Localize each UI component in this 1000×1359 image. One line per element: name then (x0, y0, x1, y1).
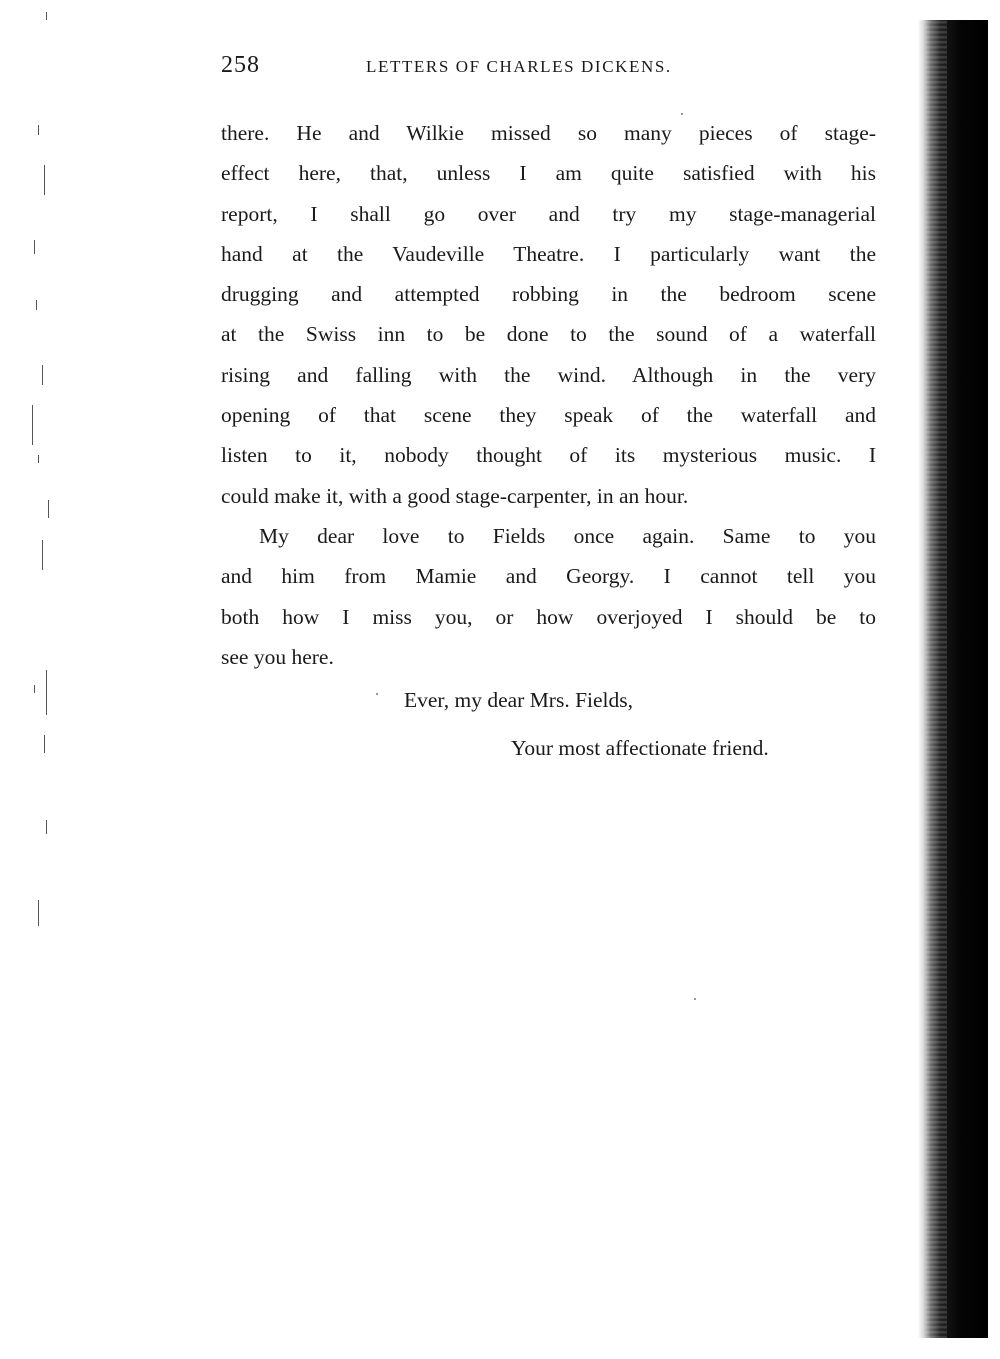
text-line: and him from Mamie and Georgy. I cannot tell you (221, 564, 876, 589)
closing-salutation: Ever, my dear Mrs. Fields, (404, 688, 634, 712)
left-margin-marks (28, 0, 58, 1359)
speck (681, 113, 683, 115)
text-line: drugging and attempted robbing in the bedroom scene (221, 282, 876, 307)
text-line: listen to it, nobody thought of its mysterious music. I (221, 443, 876, 468)
text-line: rising and falling with the wind. Although in the very (221, 362, 876, 387)
text-line: My dear love to Fields once again. Same to you (259, 523, 876, 548)
text-line: hand at the Vaudeville Theatre. I particularly want the (221, 241, 876, 266)
page-number: 258 (221, 52, 260, 78)
text-line: opening of that scene they speak of the waterfall and (221, 403, 876, 428)
text-line: both how I miss you, or how overjoyed I should be to (221, 604, 876, 629)
running-head (221, 52, 871, 82)
speck (376, 693, 378, 695)
text-line: effect here, that, unless I am quite satisfied with his (221, 161, 876, 186)
text-line: there. He and Wilkie missed so many pieces of stage- (221, 121, 876, 145)
closing-signoff: Your most affectionate friend. (511, 736, 769, 760)
speck (694, 998, 696, 1000)
text-line: report, I shall go over and try my stage-managerial (221, 201, 876, 226)
text-line: at the Swiss inn to be done to the sound of a waterfall (221, 322, 876, 347)
letter-body (221, 113, 876, 677)
binding-speckle (925, 20, 947, 1338)
text-line: see you here. (221, 644, 334, 669)
text-line: could make it, with a good stage-carpenter, in an hour. (221, 483, 689, 508)
running-title: LETTERS OF CHARLES DICKENS. (366, 57, 672, 76)
